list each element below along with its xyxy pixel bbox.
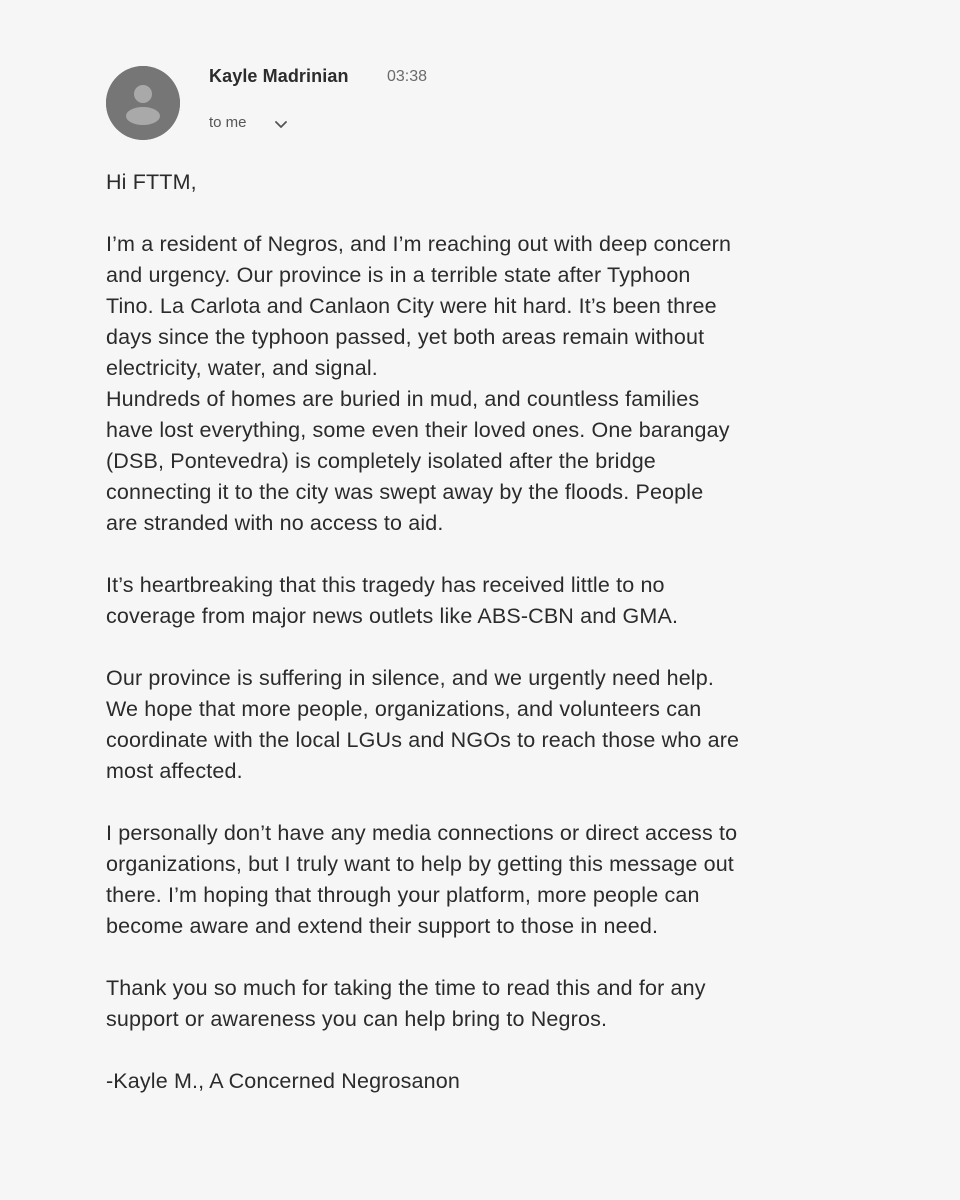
paragraph-coverage: It’s heartbreaking that this tragedy has received little to no coverage from major news outlets like ABS-CBN and GMA.: [106, 573, 679, 628]
default-avatar-icon[interactable]: [106, 66, 180, 140]
recipient-label: to me: [209, 113, 247, 131]
paragraph-personal: I personally don’t have any media connections or direct access to organizations, but I truly want to help by getting this message out there. I’m hoping that through your platform, more people can become aware and extend their support to those in need.: [106, 821, 738, 938]
paragraph-damage: Hundreds of homes are buried in mud, and countless families have lost everything, some even their loved ones. One barangay (DSB, Pontevedra) is completely isolated after the bridge connecting it to the city was swept away by the floods. People are stranded with no access to aid.: [106, 387, 730, 535]
message-timestamp: 03:38: [387, 68, 428, 85]
chevron-down-icon[interactable]: [273, 117, 289, 133]
greeting: Hi FTTM,: [106, 170, 197, 194]
paragraph-appeal: Our province is suffering in silence, and we urgently need help. We hope that more people, organizations, and volunteers can coordinate with the local LGUs and NGOs to reach those who are most affected.: [106, 666, 740, 783]
recipient-details-toggle[interactable]: [209, 111, 289, 133]
message-body: [106, 167, 886, 1097]
sender-name[interactable]: Kayle Madrinian: [209, 66, 349, 86]
paragraph-thanks: Thank you so much for taking the time to read this and for any support or awareness you can help bring to Negros.: [106, 976, 706, 1031]
paragraph-situation: I’m a resident of Negros, and I’m reaching out with deep concern and urgency. Our province is in a terrible state after Typhoon Tino. La Carlota and Canlaon City were hit hard. It’s been three days since the typhoon passed, yet both areas remain without electricity, water, and signal.: [106, 232, 732, 380]
signature: -Kayle M., A Concerned Negrosanon: [106, 1069, 460, 1093]
